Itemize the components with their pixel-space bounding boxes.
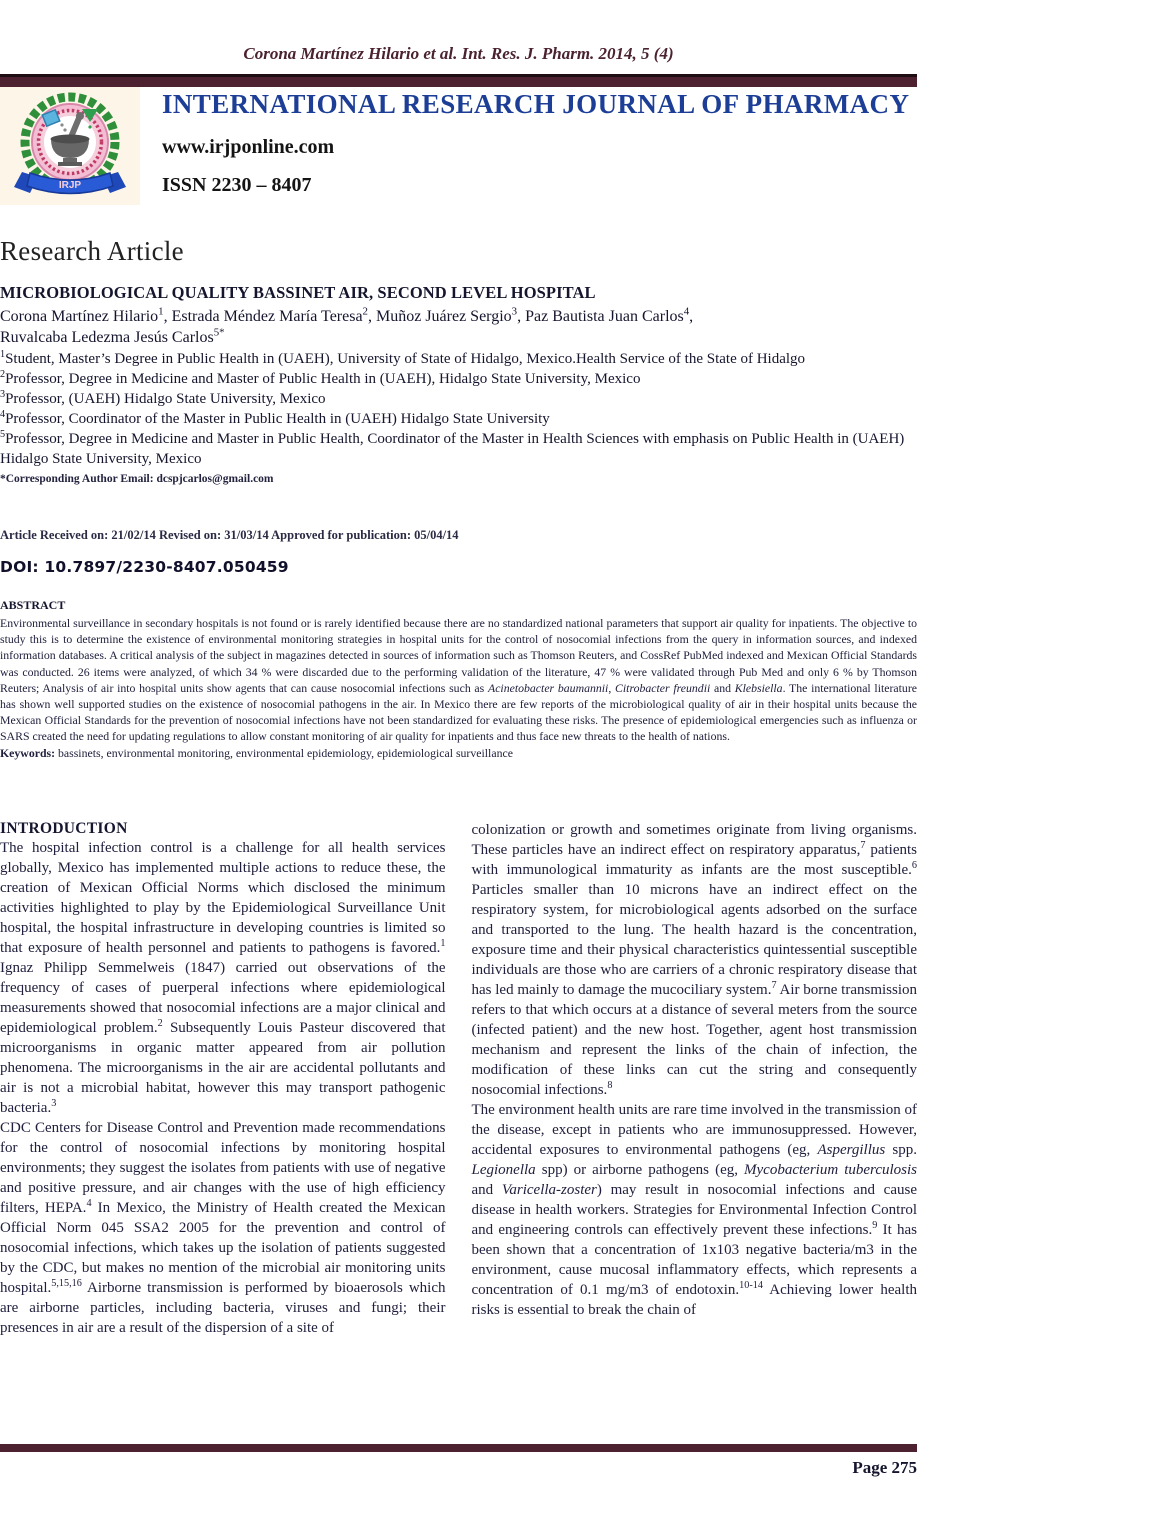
affiliation: $^5$Professor, Degree in Medicine and Master in Public Health, Coordinator of the Master in Health Sciences with emphasis on Public Health in (UAEH) Hidalgo State University, Mexico xyxy=(0,429,905,467)
keywords-label: Keywords: xyxy=(0,745,56,760)
article-dates: Article Received on: 21/02/14 Revised on: 31/03/14 Approved for publication: 05/04/14 xyxy=(0,528,459,542)
abstract-heading: ABSTRACT xyxy=(0,598,66,612)
body-columns xyxy=(0,820,917,1444)
page-number: Page 275 xyxy=(852,1458,917,1477)
title-block xyxy=(0,283,917,485)
logo-ribbon-text: IRJP xyxy=(58,180,82,191)
running-head: Corona Martínez Hilario et al. Int. Res. J. Pharm. 2014, 5 (4) xyxy=(243,44,674,63)
authors-line xyxy=(0,306,917,348)
left-column xyxy=(0,820,446,1444)
corresponding-author-email: *Corresponding Author Email: dcspjcarlos@gmail.com xyxy=(0,473,274,485)
affiliation: $^3$Professor, (UAEH) Hidalgo State University, Mexico xyxy=(0,389,326,407)
right-column xyxy=(472,820,918,1444)
body-paragraph: The hospital infection control is a challenge for all health services globally, Mexico has implemented multiple actions to reduce these, the creation of Mexican Official Norms which disclosed the minimum activities highlighted to play by the Epidemiological Surveillance Unit hospital, the hospital infrastructure in developing countries is limited so that exposure of health personnel and patients to pathogens is favored.$^1$ Ignaz Philipp Semmelweis (1847) carried out observations of the frequency of cases of puerperal infections where epidemiological measurements showed that nosocomial infections are a major clinical and epidemiological problem.$^2$ Subsequently Louis Pasteur discovered that microorganisms in organic matter appeared from air pollution phenomena. The microorganisms in the air are accidental pollutants and air is not a microbial habitat, however this may transport pathogenic bacteria.$^3$ xyxy=(0,840,446,1116)
affiliation: $^1$Student, Master’s Degree in Public Health in (UAEH), University of State of Hidalgo, Mexico.Health Service of the State of Hidalgo xyxy=(0,349,806,367)
body-paragraph: colonization or growth and sometimes originate from living organisms. These particles have an indirect effect on respiratory apparatus,$^7$ patients with immunological immaturity as infants are the most susceptible.$^6$ Particles smaller than 10 microns have an indirect effect on the respiratory system, for microbiological agents adsorbed on the surface and transported to the lung. The health hazard is the concentration, exposure time and their physical characteristics quintessential susceptible individuals are those who are carriers of a chronic respiratory disease that has led mainly to damage the mucociliary system.$^7$ Air borne transmission refers to that which occurs at a distance of several meters from the source (infected patient) and the new host. Together, agent host transmission mechanism and represent the links of the chain of infection, the modification of these links can cut the string and consequently nosocomial infections.$^8$ xyxy=(471,822,917,1098)
keywords-line xyxy=(0,745,917,761)
authors-line-1: Corona Martínez Hilario$^1$, Estrada Méndez María Teresa$^2$, Muñoz Juárez Sergio$^3$, Paz Bautista Juan Carlos$^4$, xyxy=(0,305,694,325)
affiliation: $^4$Professor, Coordinator of the Master in Public Health in (UAEH) Hidalgo State University xyxy=(0,409,550,427)
article-title: MICROBIOLOGICAL QUALITY BASSINET AIR, SECOND LEVEL HOSPITAL xyxy=(0,283,596,302)
affiliation: $^2$Professor, Degree in Medicine and Master of Public Health in (UAEH), Hidalgo State University, Mexico xyxy=(0,369,641,387)
journal-logo-icon xyxy=(0,87,140,205)
authors-line-2: Ruvalcaba Ledezma Jesús Carlos$^{5*}$ xyxy=(0,326,225,346)
journal-logo xyxy=(0,87,140,205)
abstract-body: Environmental surveillance in secondary hospitals is not found or is rarely identified because there are no standardized national parameters that support air quality for inpatients. The objective to study this is to determine the existence of environmental monitoring strategies in hospital units for the control of nosocomial infections from the query in information sources, and indexed information databases. A critical analysis of the subject in magazines detected in sources of information such as Thomson Reuters, and CossRef PubMed indexed and Mexican Official Standards was conducted. 26 items were analyzed, of which 34 % were discarded due to the performing validation of the literature, 47 % were validated through Pub Med and only 6 % by Thomson Reuters; Analysis of air into hospital units show agents that can cause nosocomial infections such as Acinetobacter baumannii, Citrobacter freundii and Klebsiella. The international literature has shown well supported studies on the existence of nosocomial pathogens in the air. In Mexico there are few reports of the microbiological quality of air in their hospital units because the Mexican Official Standards for the prevention of nosocomial infections have not been standardized for evaluating these risks. The presence of epidemiological emergencies such as influenza or SARS created the need for updating regulations to allow constant monitoring of air quality for inpatients and thus face new threats to the health of nations. xyxy=(0,616,917,744)
footer-rule xyxy=(0,1444,917,1452)
affiliations xyxy=(0,349,917,469)
abstract-section xyxy=(0,598,917,761)
article-type-heading: Research Article xyxy=(0,236,184,266)
masthead xyxy=(0,87,917,205)
doi: DOI: 10.7897/2230-8407.050459 xyxy=(0,558,289,576)
journal-title: INTERNATIONAL RESEARCH JOURNAL OF PHARMACY xyxy=(162,89,910,119)
header-rule xyxy=(0,74,917,87)
journal-issn: ISSN 2230 – 8407 xyxy=(162,174,312,196)
body-paragraph: The environment health units are rare time involved in the transmission of the disease, except in patients who are immunosuppressed. However, accidental exposures to environmental pathogens (eg, Aspergillus spp. Legionella spp) or airborne pathogens (eg, Mycobacterium tuberculosis and Varicella-zoster) may result in nosocomial infections and cause disease in health workers. Strategies for Environmental Infection Control and engineering controls can effectively prevent these infections.$^9$ It has been shown that a concentration of 1x103 negative bacteria/m3 in the environment, cause mucosal inflammatory effects, which represents a concentration of 0.1 mg/m3 of endotoxin.$^{10-14}$ Achieving lower health risks is essential to break the chain of xyxy=(471,1102,917,1318)
body-paragraph: CDC Centers for Disease Control and Prevention made recommendations for the control of nosocomial infections by monitoring hospital environments; they suggest the isolates from patients with use of negative and positive pressure, and air changes with the use of high efficiency filters, HEPA.$^4$ In Mexico, the Ministry of Health created the Mexican Official Norm 045 SSA2 2005 for the prevention and control of nosocomial infections, which takes up the isolation of patients suggested by the CDC, but makes no mention of the microbial air monitoring units hospital.$^{5,15,16}$ Airborne transmission is performed by bioaerosols which are airborne particles, including bacteria, viruses and fungi; their presences in air are a result of the dispersion of a site of xyxy=(0,1120,446,1336)
introduction-heading: INTRODUCTION xyxy=(0,820,128,837)
keywords-text: bassinets, environmental monitoring, environmental epidemiology, epidemiological surveillance xyxy=(55,745,513,760)
journal-website: www.irjponline.com xyxy=(162,136,335,158)
